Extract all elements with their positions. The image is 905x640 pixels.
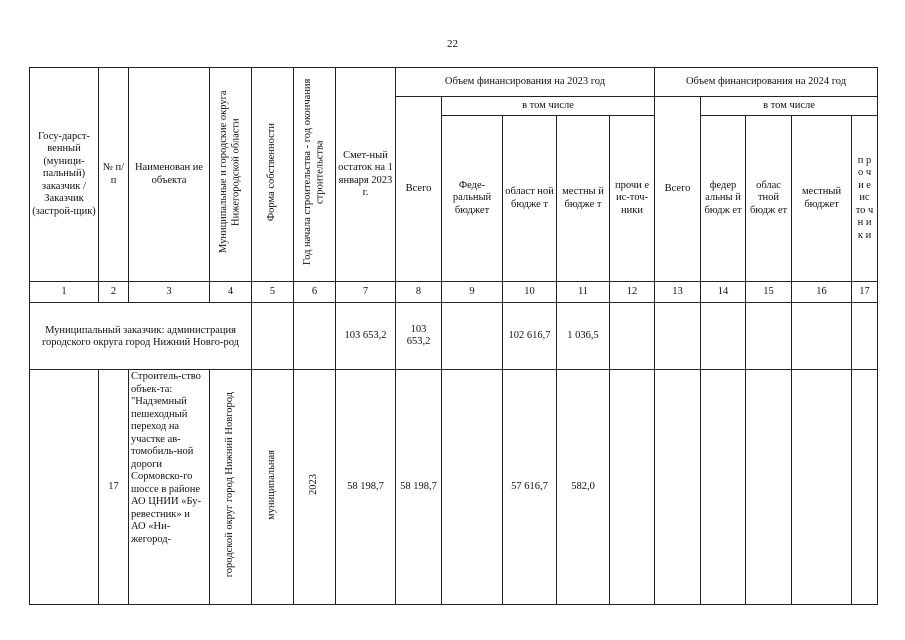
header-ownership-text: Форма собственности <box>266 123 278 222</box>
customer-regional-2023: 102 616,7 <box>503 303 557 370</box>
object-total-2023: 58 198,7 <box>396 370 442 605</box>
customer-estimate-balance: 103 653,2 <box>336 303 396 370</box>
investment-table <box>29 67 878 605</box>
header-customer: Госу-дарст-венный (муници-пальный) заказчик / Заказчик (застрой-щик) <box>30 68 99 282</box>
empty-cell <box>701 303 746 370</box>
empty-cell <box>252 303 294 370</box>
object-years <box>294 370 336 605</box>
column-number: 11 <box>557 282 610 303</box>
empty-cell <box>746 370 792 605</box>
customer-total-2023: 103 653,2 <box>396 303 442 370</box>
column-number: 17 <box>852 282 878 303</box>
object-row <box>30 370 878 605</box>
header-including-2024: в том числе <box>701 97 878 116</box>
column-number: 4 <box>210 282 252 303</box>
column-number: 7 <box>336 282 396 303</box>
header-years-text: Год начала строительства - год окончания строительства <box>302 79 326 266</box>
object-local-2023: 582,0 <box>557 370 610 605</box>
header-object-name: Наименован ие объекта <box>129 68 210 282</box>
empty-cell <box>746 303 792 370</box>
header-federal-2024: федер альны й бюдж ет <box>701 116 746 282</box>
object-municipality <box>210 370 252 605</box>
object-name: Строитель-ство объек-та: "Надземный пешеходный переход на участке ав-томобиль-ной дороги Сормовско-го шоссе в районе АО ЦНИИ «Бу-ревестник» и АО «Ни-жегород- <box>129 370 210 605</box>
column-number: 2 <box>99 282 129 303</box>
object-ownership-text: муниципальная <box>266 449 278 520</box>
empty-cell <box>655 370 701 605</box>
header-federal-2023: Феде-ральный бюджет <box>442 116 503 282</box>
column-number: 16 <box>792 282 852 303</box>
header-years <box>294 68 336 282</box>
header-including-2023: в том числе <box>442 97 655 116</box>
header-municipality <box>210 68 252 282</box>
customer-local-2023: 1 036,5 <box>557 303 610 370</box>
header-funding-2023: Объем финансирования на 2023 год <box>396 68 655 97</box>
header-local-2024: местный бюджет <box>792 116 852 282</box>
empty-cell <box>701 370 746 605</box>
column-number: 13 <box>655 282 701 303</box>
customer-name: Муниципальный заказчик: администрация городского округа город Нижний Новго-род <box>30 303 252 370</box>
header-ownership <box>252 68 294 282</box>
header-local-2023: местны й бюдже т <box>557 116 610 282</box>
column-number: 10 <box>503 282 557 303</box>
header-total-2024: Всего <box>655 97 701 282</box>
column-number-row <box>30 282 878 303</box>
object-estimate-balance: 58 198,7 <box>336 370 396 605</box>
column-number: 14 <box>701 282 746 303</box>
empty-cell <box>852 303 878 370</box>
object-num: 17 <box>99 370 129 605</box>
column-number: 9 <box>442 282 503 303</box>
column-number: 5 <box>252 282 294 303</box>
header-funding-2024: Объем финансирования на 2024 год <box>655 68 878 97</box>
column-number: 15 <box>746 282 792 303</box>
empty-cell <box>610 303 655 370</box>
header-regional-2023: област ной бюдже т <box>503 116 557 282</box>
column-number: 1 <box>30 282 99 303</box>
header-estimate-balance: Смет-ный остаток на 1 января 2023 г. <box>336 68 396 282</box>
empty-cell <box>294 303 336 370</box>
header-num: № п/п <box>99 68 129 282</box>
header-regional-2024: облас тной бюдж ет <box>746 116 792 282</box>
header-other-2023: прочи е ис-точ-ники <box>610 116 655 282</box>
column-number: 8 <box>396 282 442 303</box>
object-municipality-text: городской округ город Нижний Новгород <box>224 392 236 578</box>
empty-cell <box>852 370 878 605</box>
empty-cell <box>792 370 852 605</box>
empty-cell <box>655 303 701 370</box>
object-regional-2023: 57 616,7 <box>503 370 557 605</box>
customer-row <box>30 303 878 370</box>
empty-cell <box>442 303 503 370</box>
empty-cell <box>30 370 99 605</box>
header-total-2023: Всего <box>396 97 442 282</box>
column-number: 6 <box>294 282 336 303</box>
header-municipality-text: Муниципальные и городские округа Нижегородской области <box>218 90 242 254</box>
column-number: 3 <box>129 282 210 303</box>
page-number: 22 <box>447 38 458 50</box>
header-other-2024: п р о ч и е ис то ч н и к и <box>852 116 878 282</box>
object-ownership <box>252 370 294 605</box>
empty-cell <box>442 370 503 605</box>
column-number: 12 <box>610 282 655 303</box>
empty-cell <box>610 370 655 605</box>
object-years-text: 2023 <box>308 474 320 496</box>
empty-cell <box>792 303 852 370</box>
